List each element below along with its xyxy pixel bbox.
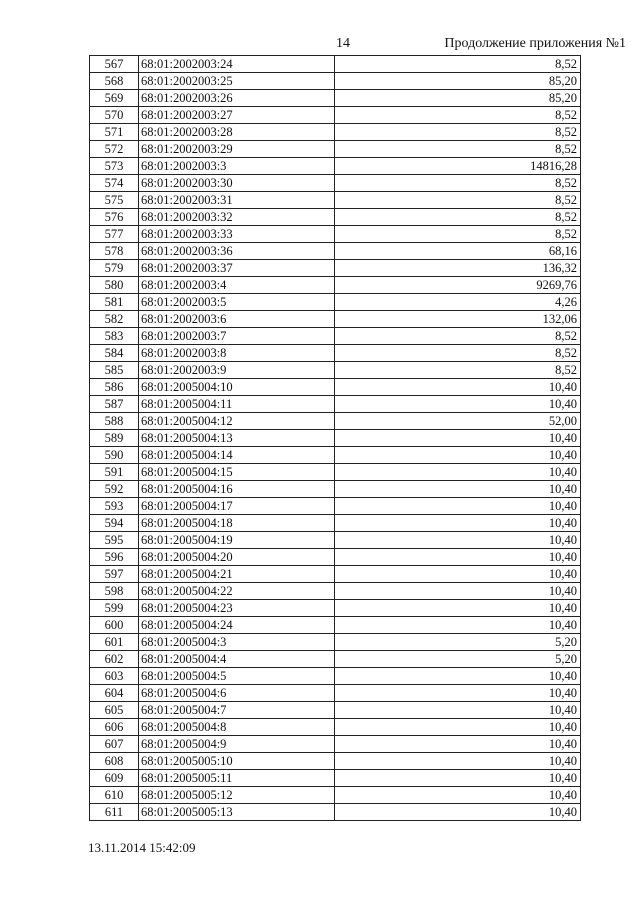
row-number-cell: 608 [90, 753, 139, 770]
appendix-continuation-label: Продолжение приложения №1 [444, 36, 626, 51]
table-row [90, 328, 581, 345]
table-row [90, 702, 581, 719]
row-number-cell: 571 [90, 124, 139, 141]
page-number: 14 [336, 36, 350, 51]
value-cell: 8,52 [335, 328, 581, 345]
row-number-cell: 591 [90, 464, 139, 481]
value-cell: 4,26 [335, 294, 581, 311]
value-cell: 10,40 [335, 549, 581, 566]
row-number-cell: 583 [90, 328, 139, 345]
table-row [90, 770, 581, 787]
value-cell: 10,40 [335, 702, 581, 719]
row-number-cell: 569 [90, 90, 139, 107]
cadastral-number-cell: 68:01:2005004:7 [139, 702, 335, 719]
row-number-cell: 572 [90, 141, 139, 158]
row-number-cell: 588 [90, 413, 139, 430]
table-row [90, 651, 581, 668]
row-number-cell: 602 [90, 651, 139, 668]
row-number-cell: 568 [90, 73, 139, 90]
value-cell: 136,32 [335, 260, 581, 277]
value-cell: 8,52 [335, 192, 581, 209]
row-number-cell: 587 [90, 396, 139, 413]
cadastral-number-cell: 68:01:2005004:3 [139, 634, 335, 651]
row-number-cell: 599 [90, 600, 139, 617]
row-number-cell: 603 [90, 668, 139, 685]
value-cell: 10,40 [335, 736, 581, 753]
value-cell: 8,52 [335, 209, 581, 226]
value-cell: 14816,28 [335, 158, 581, 175]
row-number-cell: 601 [90, 634, 139, 651]
row-number-cell: 577 [90, 226, 139, 243]
cadastral-number-cell: 68:01:2005004:19 [139, 532, 335, 549]
cadastral-number-cell: 68:01:2005004:8 [139, 719, 335, 736]
cadastral-number-cell: 68:01:2002003:30 [139, 175, 335, 192]
row-number-cell: 573 [90, 158, 139, 175]
cadastral-number-cell: 68:01:2002003:27 [139, 107, 335, 124]
row-number-cell: 582 [90, 311, 139, 328]
value-cell: 5,20 [335, 651, 581, 668]
table-row [90, 447, 581, 464]
value-cell: 10,40 [335, 685, 581, 702]
table-row [90, 600, 581, 617]
value-cell: 8,52 [335, 124, 581, 141]
value-cell: 8,52 [335, 362, 581, 379]
value-cell: 10,40 [335, 600, 581, 617]
cadastral-number-cell: 68:01:2005004:18 [139, 515, 335, 532]
cadastral-number-cell: 68:01:2005004:13 [139, 430, 335, 447]
cadastral-number-cell: 68:01:2005004:6 [139, 685, 335, 702]
cadastral-number-cell: 68:01:2005005:11 [139, 770, 335, 787]
cadastral-number-cell: 68:01:2005004:9 [139, 736, 335, 753]
cadastral-number-cell: 68:01:2002003:9 [139, 362, 335, 379]
value-cell: 9269,76 [335, 277, 581, 294]
table-row [90, 124, 581, 141]
value-cell: 10,40 [335, 379, 581, 396]
row-number-cell: 580 [90, 277, 139, 294]
value-cell: 8,52 [335, 345, 581, 362]
cadastral-number-cell: 68:01:2002003:29 [139, 141, 335, 158]
row-number-cell: 604 [90, 685, 139, 702]
table-row [90, 277, 581, 294]
value-cell: 10,40 [335, 804, 581, 821]
cadastral-number-cell: 68:01:2005004:14 [139, 447, 335, 464]
value-cell: 68,16 [335, 243, 581, 260]
table-row [90, 549, 581, 566]
footer-timestamp: 13.11.2014 15:42:09 [88, 840, 196, 855]
cadastral-number-cell: 68:01:2002003:3 [139, 158, 335, 175]
value-cell: 10,40 [335, 668, 581, 685]
cadastral-number-cell: 68:01:2005004:23 [139, 600, 335, 617]
value-cell: 10,40 [335, 617, 581, 634]
table-row [90, 634, 581, 651]
value-cell: 85,20 [335, 73, 581, 90]
cadastral-number-cell: 68:01:2005004:17 [139, 498, 335, 515]
cadastral-number-cell: 68:01:2002003:7 [139, 328, 335, 345]
row-number-cell: 586 [90, 379, 139, 396]
value-cell: 10,40 [335, 464, 581, 481]
cadastral-number-cell: 68:01:2005005:12 [139, 787, 335, 804]
value-cell: 10,40 [335, 719, 581, 736]
table-row [90, 294, 581, 311]
table-row [90, 430, 581, 447]
value-cell: 8,52 [335, 175, 581, 192]
value-cell: 10,40 [335, 770, 581, 787]
row-number-cell: 578 [90, 243, 139, 260]
row-number-cell: 593 [90, 498, 139, 515]
table-row [90, 158, 581, 175]
table-row [90, 736, 581, 753]
row-number-cell: 589 [90, 430, 139, 447]
table-row [90, 685, 581, 702]
value-cell: 8,52 [335, 56, 581, 73]
cadastral-number-cell: 68:01:2005004:15 [139, 464, 335, 481]
table-row [90, 226, 581, 243]
table-row [90, 566, 581, 583]
table-row [90, 498, 581, 515]
cadastral-number-cell: 68:01:2002003:26 [139, 90, 335, 107]
table-row [90, 107, 581, 124]
table-row [90, 56, 581, 73]
cadastral-number-cell: 68:01:2002003:28 [139, 124, 335, 141]
value-cell: 8,52 [335, 141, 581, 158]
row-number-cell: 570 [90, 107, 139, 124]
value-cell: 132,06 [335, 311, 581, 328]
row-number-cell: 607 [90, 736, 139, 753]
value-cell: 85,20 [335, 90, 581, 107]
row-number-cell: 590 [90, 447, 139, 464]
value-cell: 10,40 [335, 532, 581, 549]
row-number-cell: 575 [90, 192, 139, 209]
table-row [90, 311, 581, 328]
table-row [90, 464, 581, 481]
cadastral-number-cell: 68:01:2002003:37 [139, 260, 335, 277]
table-row [90, 209, 581, 226]
row-number-cell: 609 [90, 770, 139, 787]
row-number-cell: 596 [90, 549, 139, 566]
value-cell: 10,40 [335, 515, 581, 532]
value-cell: 10,40 [335, 447, 581, 464]
cadastral-number-cell: 68:01:2002003:32 [139, 209, 335, 226]
cadastral-number-cell: 68:01:2002003:24 [139, 56, 335, 73]
value-cell: 10,40 [335, 430, 581, 447]
table-row [90, 532, 581, 549]
value-cell: 8,52 [335, 107, 581, 124]
row-number-cell: 592 [90, 481, 139, 498]
table-row [90, 481, 581, 498]
cadastral-number-cell: 68:01:2005004:5 [139, 668, 335, 685]
row-number-cell: 574 [90, 175, 139, 192]
cadastral-number-cell: 68:01:2005004:4 [139, 651, 335, 668]
parcel-table-body [90, 56, 581, 821]
cadastral-number-cell: 68:01:2002003:5 [139, 294, 335, 311]
row-number-cell: 594 [90, 515, 139, 532]
table-row [90, 515, 581, 532]
value-cell: 10,40 [335, 753, 581, 770]
cadastral-number-cell: 68:01:2005005:13 [139, 804, 335, 821]
table-row [90, 192, 581, 209]
cadastral-number-cell: 68:01:2005004:11 [139, 396, 335, 413]
cadastral-number-cell: 68:01:2002003:8 [139, 345, 335, 362]
row-number-cell: 597 [90, 566, 139, 583]
row-number-cell: 611 [90, 804, 139, 821]
row-number-cell: 579 [90, 260, 139, 277]
cadastral-number-cell: 68:01:2002003:4 [139, 277, 335, 294]
table-row [90, 362, 581, 379]
row-number-cell: 610 [90, 787, 139, 804]
value-cell: 10,40 [335, 481, 581, 498]
cadastral-number-cell: 68:01:2005004:12 [139, 413, 335, 430]
cadastral-number-cell: 68:01:2002003:36 [139, 243, 335, 260]
value-cell: 5,20 [335, 634, 581, 651]
value-cell: 10,40 [335, 787, 581, 804]
table-row [90, 413, 581, 430]
row-number-cell: 606 [90, 719, 139, 736]
cadastral-number-cell: 68:01:2005004:10 [139, 379, 335, 396]
table-row [90, 804, 581, 821]
row-number-cell: 581 [90, 294, 139, 311]
table-row [90, 379, 581, 396]
row-number-cell: 584 [90, 345, 139, 362]
row-number-cell: 605 [90, 702, 139, 719]
value-cell: 10,40 [335, 396, 581, 413]
table-row [90, 668, 581, 685]
table-row [90, 90, 581, 107]
value-cell: 52,00 [335, 413, 581, 430]
table-row [90, 396, 581, 413]
table-row [90, 73, 581, 90]
row-number-cell: 600 [90, 617, 139, 634]
value-cell: 10,40 [335, 498, 581, 515]
cadastral-number-cell: 68:01:2005004:16 [139, 481, 335, 498]
table-row [90, 753, 581, 770]
value-cell: 10,40 [335, 583, 581, 600]
cadastral-number-cell: 68:01:2005004:20 [139, 549, 335, 566]
row-number-cell: 595 [90, 532, 139, 549]
row-number-cell: 567 [90, 56, 139, 73]
table-row [90, 260, 581, 277]
table-row [90, 719, 581, 736]
row-number-cell: 576 [90, 209, 139, 226]
row-number-cell: 598 [90, 583, 139, 600]
cadastral-number-cell: 68:01:2005004:22 [139, 583, 335, 600]
cadastral-number-cell: 68:01:2005005:10 [139, 753, 335, 770]
cadastral-number-cell: 68:01:2002003:6 [139, 311, 335, 328]
value-cell: 8,52 [335, 226, 581, 243]
table-row [90, 617, 581, 634]
cadastral-number-cell: 68:01:2005004:24 [139, 617, 335, 634]
table-row [90, 243, 581, 260]
cadastral-number-cell: 68:01:2002003:33 [139, 226, 335, 243]
parcel-table [89, 55, 581, 821]
table-row [90, 787, 581, 804]
table-row [90, 175, 581, 192]
cadastral-number-cell: 68:01:2002003:25 [139, 73, 335, 90]
table-row [90, 345, 581, 362]
cadastral-number-cell: 68:01:2005004:21 [139, 566, 335, 583]
cadastral-number-cell: 68:01:2002003:31 [139, 192, 335, 209]
table-row [90, 141, 581, 158]
row-number-cell: 585 [90, 362, 139, 379]
value-cell: 10,40 [335, 566, 581, 583]
table-row [90, 583, 581, 600]
